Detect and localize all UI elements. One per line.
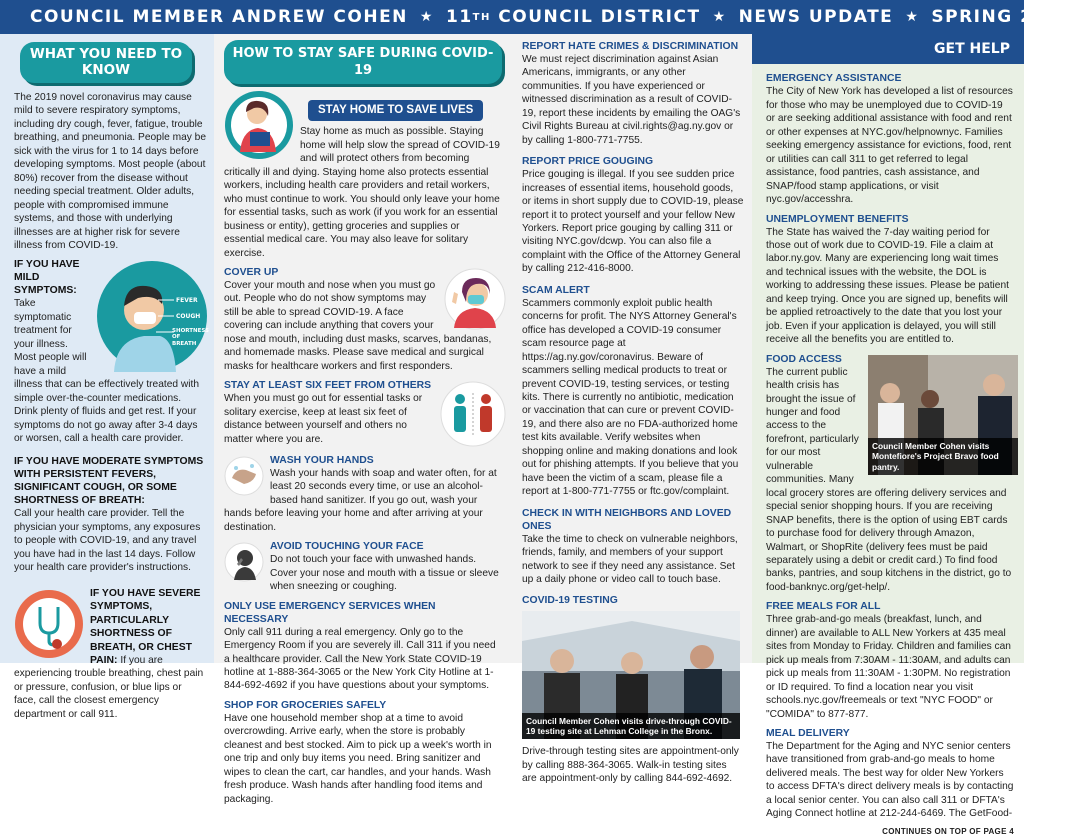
free-meals-text: Three grab-and-go meals (breakfast, lunch, and dinner) are available to ALL New Yorkers at 435 meal sites from Monday to Friday. Children and families can pick up meals from 7:30AM - 11:30AM, and adults can pick up meals from 11:30AM - 1:30PM. No registration or ID required. To find a location near you visit schools.nyc.gov/freemeals or text "NYC FOOD" or "COMIDA" to 877-877.	[766, 614, 1011, 720]
face-touch-icon	[224, 542, 264, 582]
emergency-assistance-heading: EMERGENCY ASSISTANCE	[766, 73, 902, 85]
testing-text: Drive-through testing sites are appointment-only by calling 888-364-3065. Walk-in testing sites are appointment-only by calling 844-692-4692.	[522, 746, 739, 785]
scam-alert-heading: SCAM ALERT	[522, 284, 590, 296]
woman-reading-icon	[224, 90, 294, 160]
price-gouging-heading: REPORT PRICE GOUGING	[522, 156, 654, 168]
column-stay-safe	[214, 34, 512, 805]
wash-hands-figure	[224, 456, 264, 496]
stay-home-text: Stay home as much as possible. Staying home will help slow the spread of COVID-19 and will protect others from becoming critically ill and dying. Staying home also protects essential workers, including health care providers and retail workers, who must continue to work. You should only leave your home for essential tasks, such as work (if you work for an essential business or entity), getting groceries and supplies or essential medical care. You may also leave for solitary exercise.	[224, 126, 500, 259]
wash-hands-section	[224, 454, 502, 534]
fever-label: FEVER	[176, 297, 198, 305]
touch-face-figure	[224, 542, 264, 582]
woman-mask-icon	[444, 268, 506, 330]
moderate-symptoms-text: Call your health care provider. Tell the physician your symptoms, any exposures to people with COVID-19, and any travel you have had in the last 14 days. Follow your health care provider's instructions.	[14, 508, 201, 574]
cover-up-text: Cover your mouth and nose when you must go out. People who do not show symptoms may still be able to spread COVID-19. A face covering can include anything that covers your nose and mouth, including dust masks, scarves, bandanas, and homemade masks. Please save medical and surgical masks for healthcare workers and first responders.	[224, 280, 492, 372]
food-access-heading: FOOD ACCESS	[766, 353, 842, 365]
distance-figure	[440, 381, 506, 447]
wash-hands-heading: WASH YOUR HANDS	[270, 455, 374, 466]
star-icon: ★	[419, 9, 434, 25]
severe-symptoms-section	[14, 587, 206, 722]
cover-up-figure	[444, 268, 506, 330]
banner-district-sup: TH	[472, 11, 491, 23]
free-meals-heading: FREE MEALS FOR ALL	[766, 601, 881, 613]
cover-up-heading: COVER UP	[224, 267, 279, 279]
banner-news: NEWS UPDATE	[738, 7, 894, 27]
severe-symptoms-heading: IF YOU HAVE SEVERE SYMPTOMS, PARTICULARLY SHORTNESS OF BREATH, OR CHEST PAIN:	[90, 587, 201, 666]
touch-face-heading: AVOID TOUCHING YOUR FACE	[270, 541, 424, 553]
food-pantry-caption: Council Member Cohen visits Montefiore's Project Bravo food pantry.	[868, 438, 1018, 474]
column-get-help	[752, 34, 1024, 836]
person-mask-icon	[96, 260, 208, 372]
hand-washing-icon	[224, 456, 264, 496]
shortness-of-breath-label: SHORTNESS OF BREATH	[172, 328, 210, 348]
banner-district: COUNCIL DISTRICT	[498, 7, 701, 27]
banner-name: ANDREW COHEN	[232, 7, 408, 27]
banner-season: SPRING 2020	[931, 7, 1073, 27]
severe-symptoms-text: If you are experiencing trouble breathing, chest pain or pressure, confusion, or blue lips or face, call the closest emergency department or call 911.	[14, 654, 204, 720]
food-pantry-photo	[868, 355, 1018, 475]
moderate-symptoms-heading: IF YOU HAVE MODERATE SYMPTOMS WITH PERSISTENT FEVERS, SIGNIFICANT COUGH, OR SOME SHORTNESS OF BREATH:	[14, 456, 204, 507]
scam-alert-text: Scammers commonly exploit public health concerns for profit. The NYS Attorney General's office has developed a COVID-19 consumer scam resource page at https://ag.ny.gov/coronavirus. Beware of scammers selling medical products to treat or prevent COVID-19, testing services, or testing kits. There is currently no antibiotic, medication or vaccination that can cure or prevent COVID-19, and there also are no FDA-authorized home test kits available. Verify websites when shopping online and making donations and look out for phishing attempts. If you believe that you have been the victim of a scam, please file a report at 1-800-771-7755 or ftc.gov/complaint.	[522, 297, 739, 498]
groceries-text: Have one household member shop at a time to avoid overcrowding. Arrive early, when the store is probably cleanest and best stocked. Aim to pick up a week's worth in one trip and only buy items you need. Bring sanitizer and wipes to clean the cart, car handles, and your hands. Wash fresh produce. Wash hands after handling food items and packaging.	[224, 712, 492, 805]
banner-council-member: COUNCIL MEMBER	[30, 7, 225, 27]
intro-text: The 2019 novel coronavirus may cause mild to severe respiratory symptoms, including dry cough, fever, fatigue, trouble breathing, and pneumonia. People may be sick with the virus for 1 to 14 days before developing symptoms. Most people (about 80%) recover from the disease without needing special treatment. Older adults, people with compromised immune systems, and those with underlying illnesses are at higher risk for severe illness from COVID-19.	[14, 92, 207, 252]
food-access-text: The current public health crisis has brought the issue of hunger and food access to the forefront, particularly for our most vulnerable communities. Many local grocery stores are offering delivery services and special senior shopping hours. If you are receiving SNAP benefits, there is the option of using EBT cards to purchase food for delivery through Amazon, Walmart, or ShopRite (delivery fees must be paid separately using a debit or credit card.) To find food banks, pantries, and soup kitchens in the district, go to food-banknyc.org/get-help/.	[766, 366, 1012, 593]
section-title-stay-safe: HOW TO STAY SAFE DURING COVID-19	[224, 40, 502, 84]
stethoscope-figure	[14, 589, 84, 659]
six-feet-heading: STAY AT LEAST SIX FEET FROM OTHERS	[224, 380, 432, 392]
cough-label: COUGH	[176, 313, 201, 321]
cover-up-section	[224, 266, 502, 373]
testing-photo-caption: Council Member Cohen visits drive-through COVID-19 testing site at Lehman College in the Bronx.	[522, 713, 740, 739]
section-title-what-you-need-to-know: WHAT YOU NEED TO KNOW	[20, 42, 192, 83]
column-report	[512, 34, 752, 785]
meal-delivery-heading: MEAL DELIVERY	[766, 727, 850, 739]
symptoms-figure	[96, 260, 208, 372]
unemployment-text: The State has waived the 7-day waiting period for those out of work due to COVID-19. File a claim at labor.ny.gov. Many are experiencing long wait times and technical issues with the website, the DOL is working to addressing these issues. Please be patient and keep trying. Once you are signed up, benefits will be applied retroactively to the date that you lost your job. Even if your application is delayed, you will still receive all the benefits you are entitled to.	[766, 226, 1009, 346]
mild-symptoms-section	[14, 258, 210, 445]
section-title-get-help: GET HELP	[752, 34, 1024, 64]
wash-hands-text: Wash your hands with soap and water often, for at least 20 seconds every time, or use an alcohol-based hand sanitizer. If you go out, wash your hands before leaving your home and after arriving at your destination.	[224, 468, 497, 533]
check-in-heading: CHECK IN WITH NEIGHBORS AND LOVED ONES	[522, 507, 732, 532]
touch-face-section	[224, 540, 502, 593]
stay-home-figure	[224, 90, 294, 160]
groceries-heading: SHOP FOR GROCERIES SAFELY	[224, 699, 387, 711]
emergency-services-text: Only call 911 during a real emergency. Only go to the Emergency Room if you are severely ill. Call 311 if you need a healthcare provider. Call the New York State COVID-19 hotline at 1-888-364-3065 or the New York City Hotline at 1-844-692-4692 if you have questions about your symptoms.	[224, 626, 496, 692]
hate-crimes-text: We must reject discrimination against Asian Americans, immigrants, or any other communities. If you have experienced or witnessed discrimination as a result of COVID-19, report these incidents by emailing the OAG's Civil Rights Bureau at civil.rights@ag.ny.gov or by calling 1-800-771-7755.	[522, 54, 741, 146]
stay-home-heading: STAY HOME TO SAVE LIVES	[308, 100, 483, 121]
star-icon: ★	[905, 9, 920, 25]
six-feet-text: When you must go out for essential tasks or solitary exercise, keep at least six feet of distance between yourself and others no matter where you are.	[224, 393, 423, 445]
testing-heading: COVID-19 TESTING	[522, 595, 618, 607]
meal-delivery-text: The Department for the Aging and NYC senior centers have transitioned from grab-and-go meals to home delivered meals. The best way for older New Yorkers to access DFTA's direct delivery meals is by contacting a local senior center. You can also call 311 or DFTA's Aging Connect hotline at 212-244-6469. The GetFood-	[766, 740, 1014, 820]
mild-symptoms-heading: IF YOU HAVE MILD SYMPTOMS:	[14, 259, 80, 297]
emergency-services-heading: ONLY USE EMERGENCY SERVICES WHEN NECESSARY	[224, 600, 436, 625]
price-gouging-text: Price gouging is illegal. If you see sudden price increases of essential items, household goods, or items in short supply due to COVID-19, please report it to protect yourself and your fellow New Yorkers. Report price gouging by calling 311 or visiting NYC.gov/dcwp. You can also file a complaint with the Office of the Attorney General by calling 212-416-8000.	[522, 169, 744, 275]
stay-home-section	[224, 90, 502, 260]
star-icon: ★	[712, 9, 727, 25]
header-banner	[0, 0, 1073, 34]
banner-district-num: 11	[445, 7, 473, 27]
social-distance-icon	[440, 381, 506, 447]
column-what-you-need-to-know	[0, 34, 214, 720]
unemployment-heading: UNEMPLOYMENT BENEFITS	[766, 213, 909, 225]
touch-face-text: Do not touch your face with unwashed hands. Cover your nose and mouth with a tissue or sleeve when sneezing or coughing.	[270, 554, 499, 593]
mild-symptoms-text: Take symptomatic treatment for your illness. Most people will have a mild illness that can be effectively treated with simple over-the-counter medications. Drink plenty of fluids and get rest. If your symptoms do not go away after 3-4 days or worsen, call a health care provider.	[14, 298, 199, 444]
stethoscope-icon	[14, 589, 84, 659]
check-in-text: Take the time to check on vulnerable neighbors, friends, family, and members of your support network to see if they need any assistance. Set up a daily phone or video call to touch base.	[522, 533, 738, 585]
continues-note: CONTINUES ON TOP OF PAGE 4	[882, 826, 1014, 836]
hate-crimes-heading: REPORT HATE CRIMES & DISCRIMINATION	[522, 41, 739, 52]
emergency-assistance-text: The City of New York has developed a list of resources for those who may be unemployed due to COVID-19 or are seeking additional assistance with food and rent or other expenses at NYC.gov/helpnownyc. Families seeking emergency assistance for evictions, food, rent or utilities can call 311 to get referred to legal assistance, food pantries, cash assistance, and SNAP/food stamp applications, or visit nyc.gov/accesshra.	[766, 86, 1013, 206]
food-access-section	[766, 353, 1014, 595]
testing-photo	[522, 611, 740, 739]
six-feet-section	[224, 379, 502, 446]
